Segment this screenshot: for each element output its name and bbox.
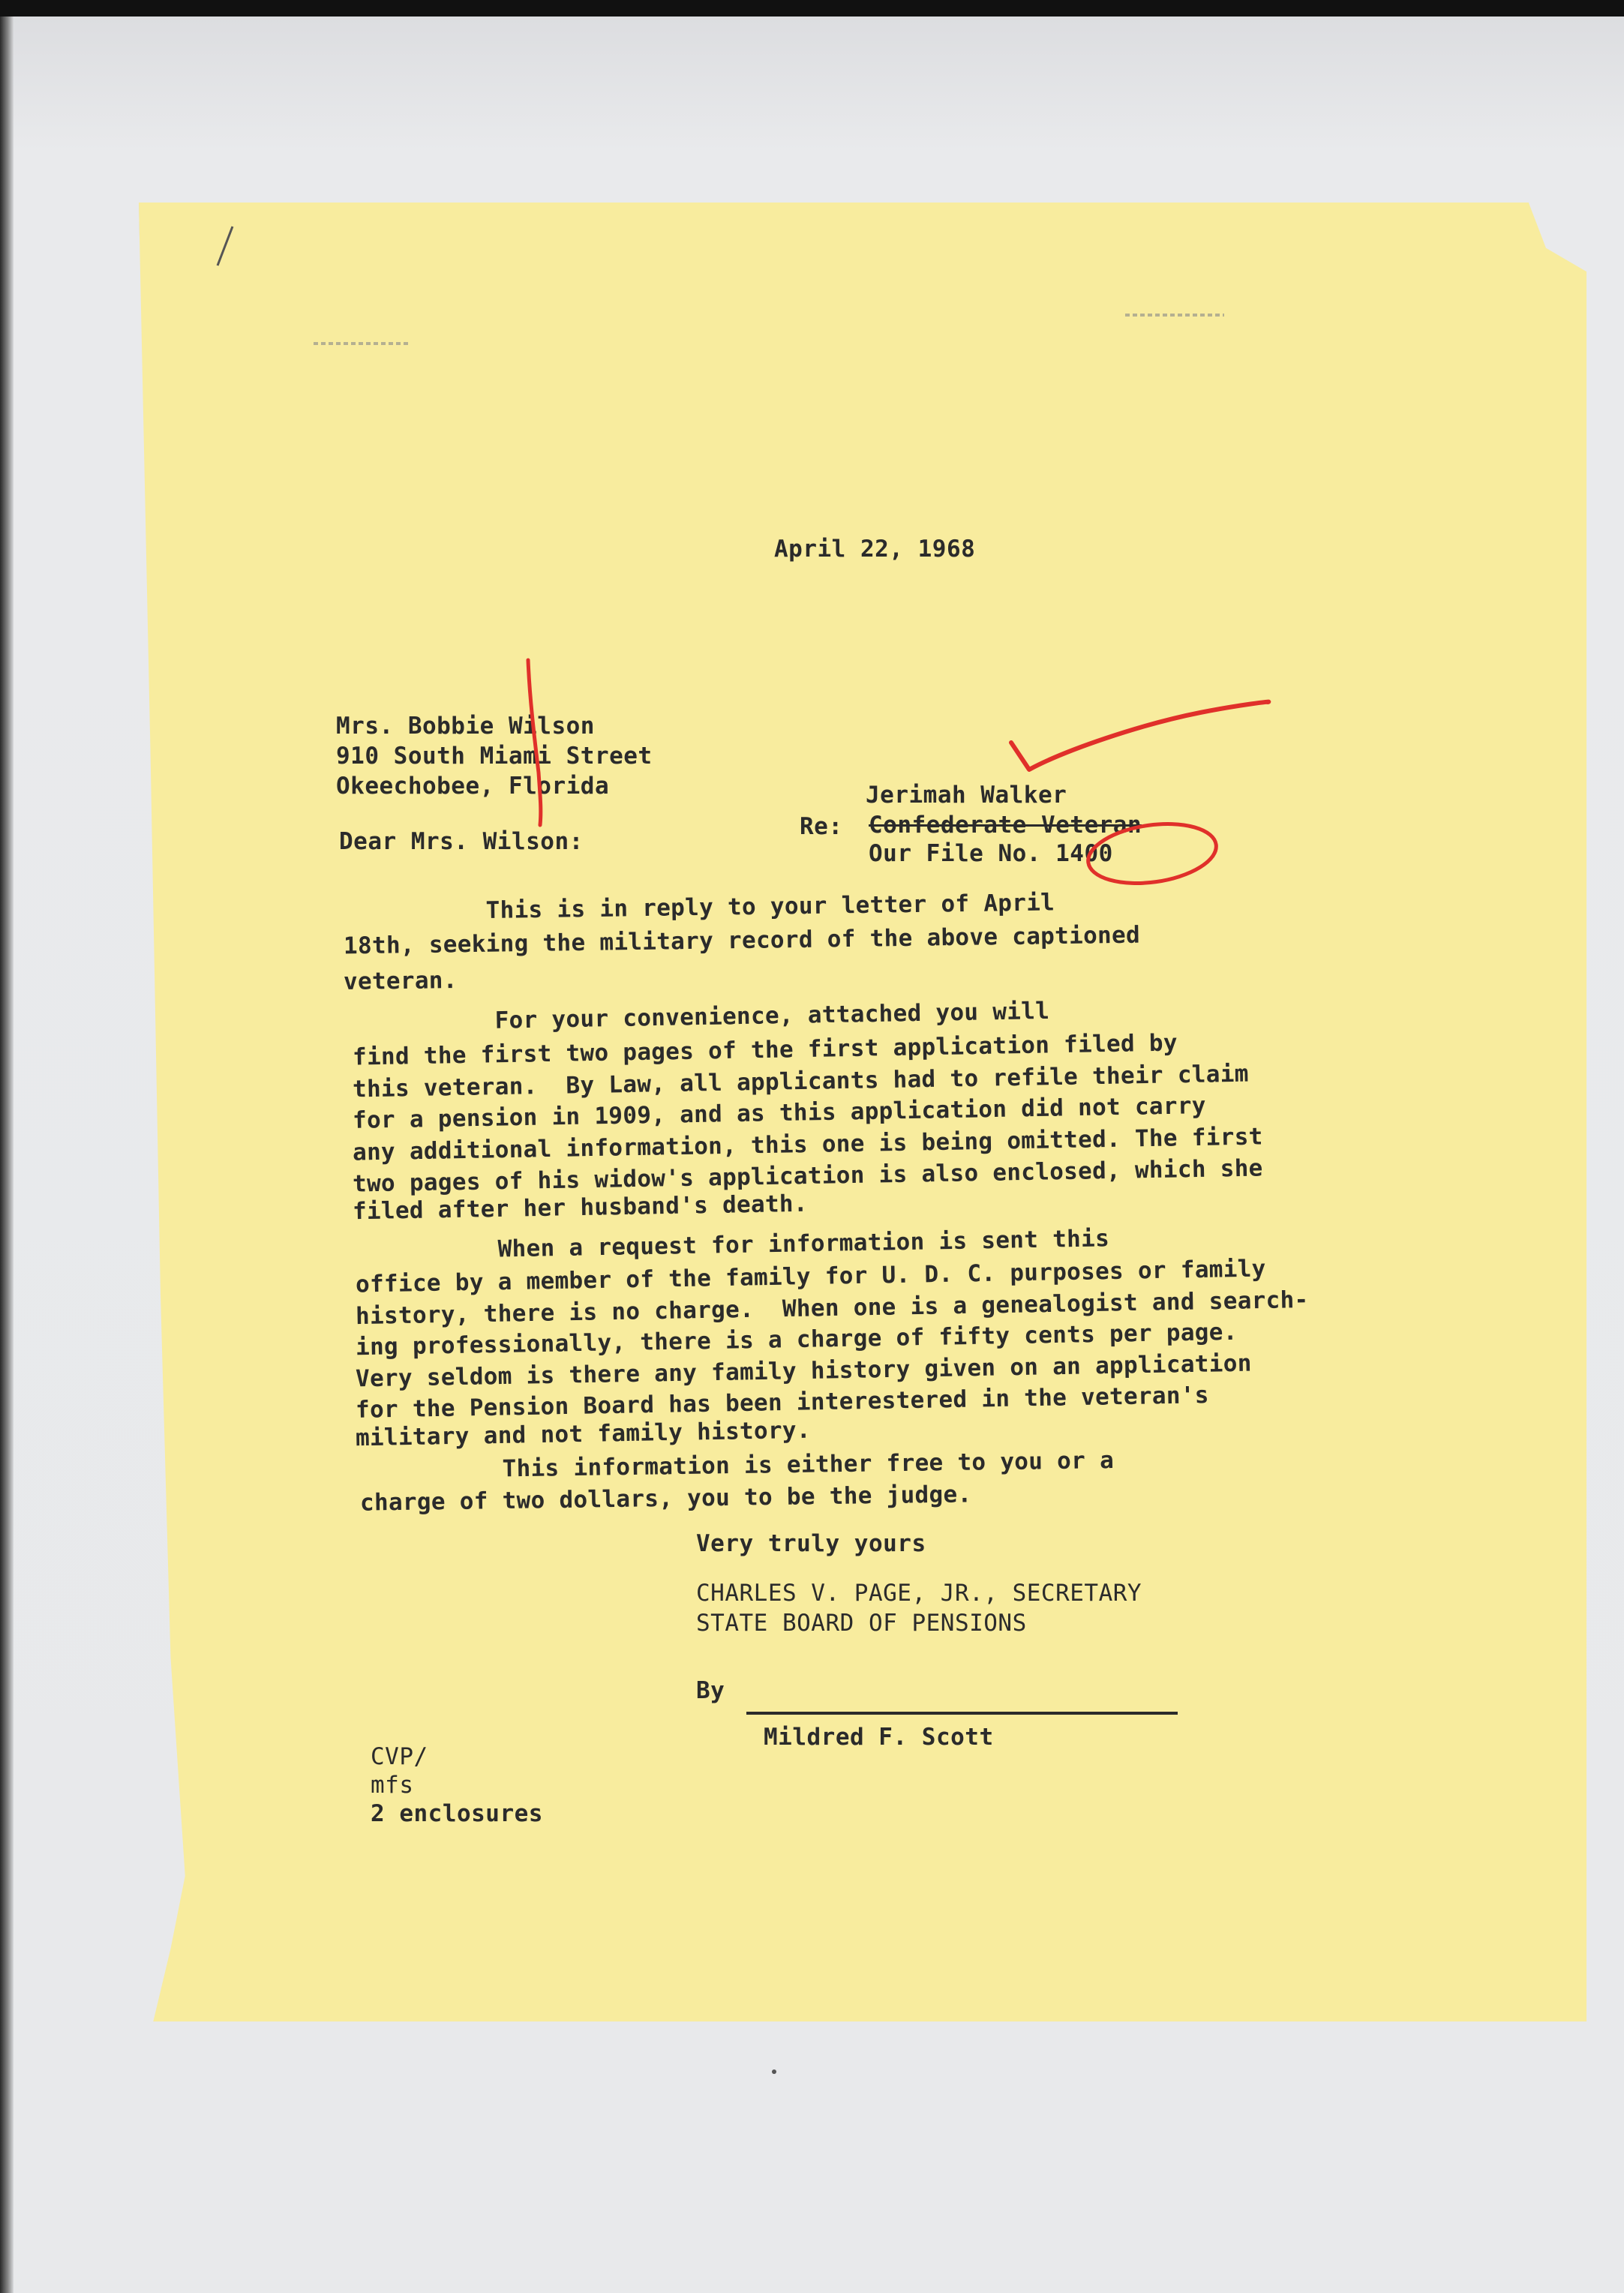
by-label: By [696, 1677, 725, 1704]
body-line: When a request for information is sent this [355, 1225, 1110, 1265]
letter-date: April 22, 1968 [774, 536, 976, 563]
body-line: any additional information, this one is being omitted. The first [352, 1123, 1263, 1166]
signature-line [746, 1712, 1178, 1715]
body-line: find the first two pages of the first application filed by [352, 1029, 1178, 1071]
scan-edge-left [0, 0, 14, 2293]
body-line: 18th, seeking the military record of the above captioned [343, 921, 1141, 960]
re-subject-name: Jerimah Walker [866, 782, 1067, 809]
body-line: for a pension in 1909, and as this application did not carry [352, 1092, 1207, 1134]
body-line: charge of two dollars, you to be the judge. [359, 1481, 972, 1517]
closing: Very truly yours [696, 1530, 926, 1557]
body-line: filed after her husband's death. [352, 1190, 809, 1226]
body-line: Very seldom is there any family history given on an application [355, 1349, 1252, 1393]
body-line: For your convenience, attached you will [352, 997, 1050, 1037]
body-line: office by a member of the family for U. D. C. purposes or family [355, 1255, 1266, 1298]
ink-smudge [314, 342, 410, 345]
body-line: history, there is no charge. When one is a genealogist and search- [355, 1286, 1309, 1331]
signatory-title: CHARLES V. PAGE, JR., SECRETARY [696, 1580, 1142, 1607]
body-line: This is in reply to your letter of April [343, 889, 1055, 926]
enclosures-note: 2 enclosures [371, 1800, 543, 1827]
reference-initials-typist: mfs [371, 1772, 414, 1799]
reference-initials-author: CVP/ [371, 1743, 428, 1770]
recipient-name: Mrs. Bobbie Wilson [336, 713, 595, 740]
signatory-org: STATE BOARD OF PENSIONS [696, 1610, 1027, 1637]
body-line: military and not family history. [355, 1416, 812, 1452]
salutation: Dear Mrs. Wilson: [339, 828, 584, 855]
body-line: for the Pension Board has been interestered in the veteran's [355, 1382, 1210, 1424]
body-line: This information is either free to you or a [359, 1446, 1115, 1485]
re-label: Re: [800, 813, 843, 840]
re-struck-line: Confederate Veteran [869, 812, 1142, 839]
signer-name: Mildred F. Scott [764, 1724, 994, 1751]
re-file-number: Our File No. 1400 [869, 840, 1113, 867]
recipient-street: 910 South Miami Street [336, 743, 653, 770]
body-line: this veteran. By Law, all applicants had to refile their claim [352, 1060, 1249, 1103]
scan-edge-top [0, 0, 1624, 17]
recipient-city: Okeechobee, Florida [336, 773, 610, 800]
body-line: two pages of his widow's application is also enclosed, which she [352, 1154, 1263, 1198]
ink-smudge [1125, 314, 1224, 317]
body-line: ing professionally, there is a charge of fifty cents per page. [355, 1318, 1238, 1361]
body-line: veteran. [343, 966, 458, 996]
